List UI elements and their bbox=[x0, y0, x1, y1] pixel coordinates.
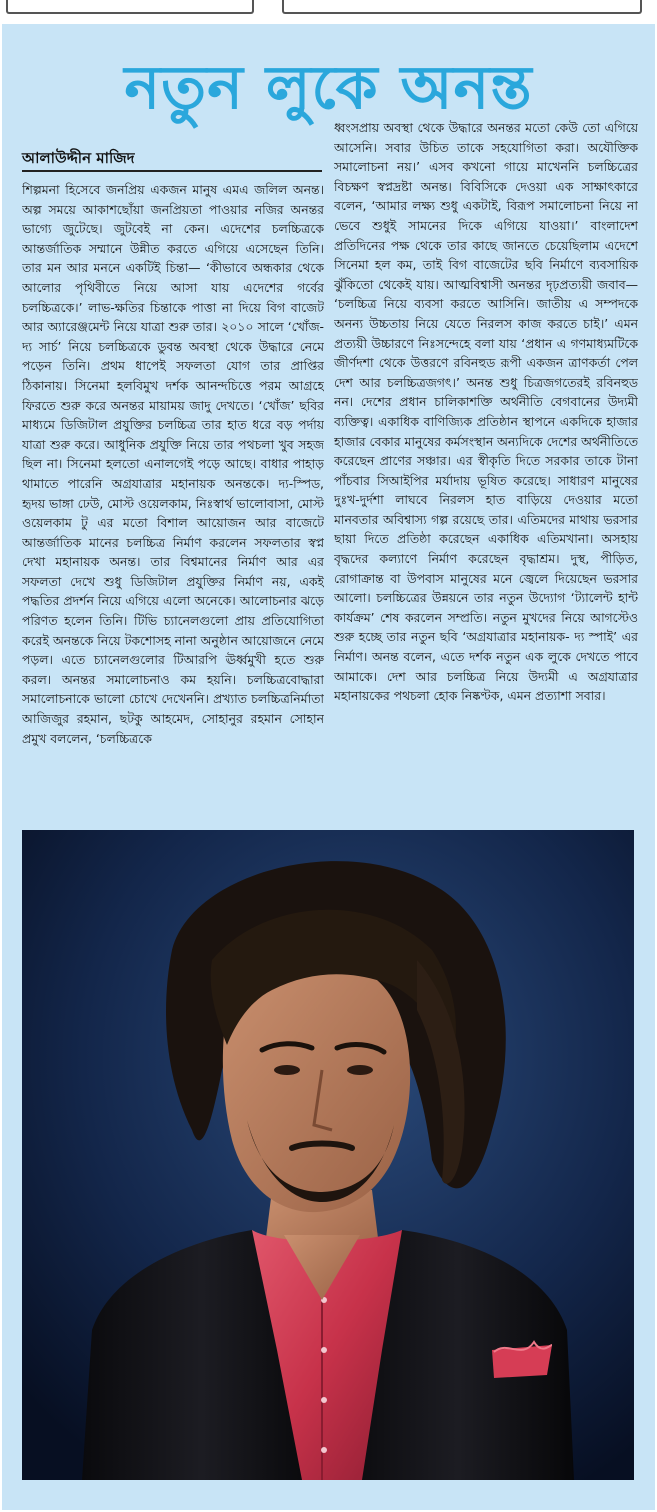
article-column-left bbox=[22, 180, 324, 830]
article-panel bbox=[2, 24, 655, 1510]
article-column-right bbox=[334, 118, 638, 830]
portrait-photo bbox=[22, 830, 634, 1480]
column-left-text: শিল্পমনা হিসেবে জনপ্রিয় একজন মানুষ এমএ জলিল অনন্ত। অল্প সময়ে আকাশছোঁয়া জনপ্রিয়তা পাওয়ার নজির অনন্তর ভাগ্যে জুটেছে। জুটবেই না কেন। এদেশের চলচ্চিত্রকে আন্তর্জাতিক সম্মানে উন্নীত করতে এগিয়ে এসেছেন তিনি। তার মন আর মননে একটিই চিন্তা— ‘কীভাবে অন্ধকার থেকে আলোর পৃথিবীতে নিয়ে আসা যায় এদেশের গর্বের চলচ্চিত্রকে।’ লাভ-ক্ষতির চিন্তাকে পাত্তা না দিয়ে বিগ বাজেট আর অ্যারেঞ্জমেন্ট নিয়ে যাত্রা শুরু তার। ২০১০ সালে ‘খোঁজ- দ্য সার্চ’ নিয়ে চলচ্চিত্রকে ডুবন্ত অবস্থা থেকে উদ্ধারে নেমে পড়েন তিনি। প্রথম ধাপেই সফলতা যোগ তার প্রাপ্তির ঠিকানায়। সিনেমা হলবিমুখ দর্শক আনন্দচিত্তে পরম আগ্রহে ফিরতে শুরু করে অনন্তর মায়াময় জাদু দেখতে। ‘খোঁজ’ ছবির মাধ্যমে ডিজিটাল প্রযুক্তির চলচ্চিত্র তার হাত ধরে বড় পর্দায় যাত্রা শুরু করে। আধুনিক প্রযুক্তি নিয়ে তার পথচলা খুব সহজ ছিল না। সিনেমা হলতো এনালগেই পড়ে আছে। বাধার পাহাড় থামাতে পারেনি অগ্রযাত্রার মহানায়ক অনন্তকে। দ্য-স্পিড, হৃদয় ভাঙ্গা ঢেউ, মোস্ট ওয়েলকাম, নিঃস্বার্থ ভালোবাসা, মোস্ট ওয়েলকাম টু এর মতো বিশাল আয়োজন আর বাজেটে আন্তর্জাতিক মানের চলচ্চিত্র নির্মাণ করলেন সফলতার স্বপ্ন দেখা মহানায়ক অনন্ত। তার বিশ্বমানের নির্মাণ আর এর সফলতা দেখে শুধু ডিজিটাল প্রযুক্তির নির্মাণ নয়, একই পদ্ধতির প্রদর্শন নিয়ে এগিয়ে এলো অনেকে। আলোচনার ঝড়ে পরিণত হলেন তিনি। টিভি চ্যানেলগুলো প্রায় প্রতিযোগিতা করেই অনন্তকে নিয়ে টকশোসহ নানা অনুষ্ঠান আয়োজনে নেমে পড়ল। এতে চ্যানেলগুলোর টিআরপি ঊর্ধ্বমুখী হতে শুরু করল। অনন্তর সমালোচনাও কম হয়নি। চলচ্চিত্রবোদ্ধারা সমালোচনাকে ভালো চোখে দেখেননি। প্রখ্যাত চলচ্চিত্রনির্মাতা আজিজুর রহমান, ছটকু আহমেদ, সোহানুর রহমান সোহান প্রমুখ বললেন, ‘চলচ্চিত্রকে bbox=[22, 182, 324, 746]
headline: নতুন লুকে অনন্ত bbox=[124, 53, 533, 123]
previous-article-box-right bbox=[282, 0, 642, 14]
previous-article-box-left bbox=[6, 0, 254, 14]
column-right-text: ধ্বংসপ্রায় অবস্থা থেকে উদ্ধারে অনন্তর মতো কেউ তো এগিয়ে আসেনি। সবার উচিত তাকে সহযোগিতা করা। অযৌক্তিক সমালোচনা নয়।’ এসব কখনো গায়ে মাখেননি চলচ্চিত্রের বিচক্ষণ স্বপ্নদ্রষ্টা অনন্ত। বিবিসিকে দেওয়া এক সাক্ষাৎকারে বলেন, ‘আমার লক্ষ্য শুধু একটাই, বিরূপ সমালোচনা নিয়ে না ভেবে শুধুই সামনের দিকে এগিয়ে যাওয়া।’ বাংলাদেশ প্রতিদিনের পক্ষ থেকে তার কাছে জানতে চেয়েছিলাম এদেশে সিনেমা হল কম, তাই বিগ বাজেটের ছবি নির্মাণে ব্যবসায়িক ঝুঁকিতো থেকেই যায়। আত্মবিশ্বাসী অনন্তর দৃঢ়প্রত্যয়ী জবাব— ‘চলচ্চিত্র নিয়ে ব্যবসা করতে আসিনি। জাতীয় এ সম্পদকে অনন্য উচ্চতায় নিয়ে যেতে নিরলস কাজ করতে চাই।’ এমন প্রত্যয়ী উচ্চারণে নিঃসন্দেহে বলা যায় ‘প্রধান এ গণমাধ্যমটিকে জীর্ণদশা থেকে উত্তরণে রবিনহুড রূপী একজন ত্রাণকর্তা পেল দেশ আর চলচ্চিত্রজগৎ।’ অনন্ত শুধু চিত্রজগতেরই রবিনহুড নন। দেশের প্রধান চালিকাশক্তি অর্থনীতি বেগবানের উদ্যমী ব্যক্তিত্ব। একাধিক বাণিজ্যিক প্রতিষ্ঠান স্থাপনে একদিকে হাজার হাজার বেকার মানুষের কর্মসংস্থান অন্যদিকে দেশের অর্থনীতিতে করেছেন প্রাণের সঞ্চার। এর স্বীকৃতি দিতে সরকার তাকে টানা পাঁচবার সিআইপির মর্যাদায় ভূষিত করেছে। সাধারণ মানুষের দুঃখ-দুর্দশা লাঘবে নিরলস হাত বাড়িয়ে দেওয়ার মতো মানবতার অবিশ্বাস্য গল্প রয়েছে তার। এতিমদের মাথায় ভরসার ছায়া দিতে প্রতিষ্ঠা করেছেন একাধিক এতিমখানা। অসহায় বৃদ্ধদের কল্যাণে নির্মাণ করেছেন বৃদ্ধাশ্রম। দুস্থ, পীড়িত, রোগাক্রান্ত বা উপবাস মানুষের মনে জ্বেলে দিয়েছেন ভরসার আলো। চলচ্চিত্রের উন্নয়নে তার নতুন উদ্যোগ ‘ট্যালেন্ট হান্ট কার্যক্রম’ শেষ করলেন সম্প্রতি। নতুন মুখদের নিয়ে আগস্টেও শুরু হচ্ছে তার নতুন ছবি ‘অগ্রযাত্রার মহানায়ক- দ্য স্পাই’ এর নির্মাণ। অনন্ত বলেন, এতে দর্শক নতুন এক লুকে দেখতে পাবে আমাকে। দেশ আর চলচ্চিত্র নিয়ে উদ্যমী এ অগ্রযাত্রার মহানায়কের পথচলা হোক নিষ্কণ্টক, এমন প্রত্যাশা সবার। bbox=[334, 120, 638, 704]
portrait-illustration bbox=[22, 830, 634, 1480]
author-byline: আলাউদ্দীন মাজিদ bbox=[22, 149, 135, 167]
top-strip bbox=[0, 0, 657, 22]
byline-rule bbox=[22, 170, 322, 172]
